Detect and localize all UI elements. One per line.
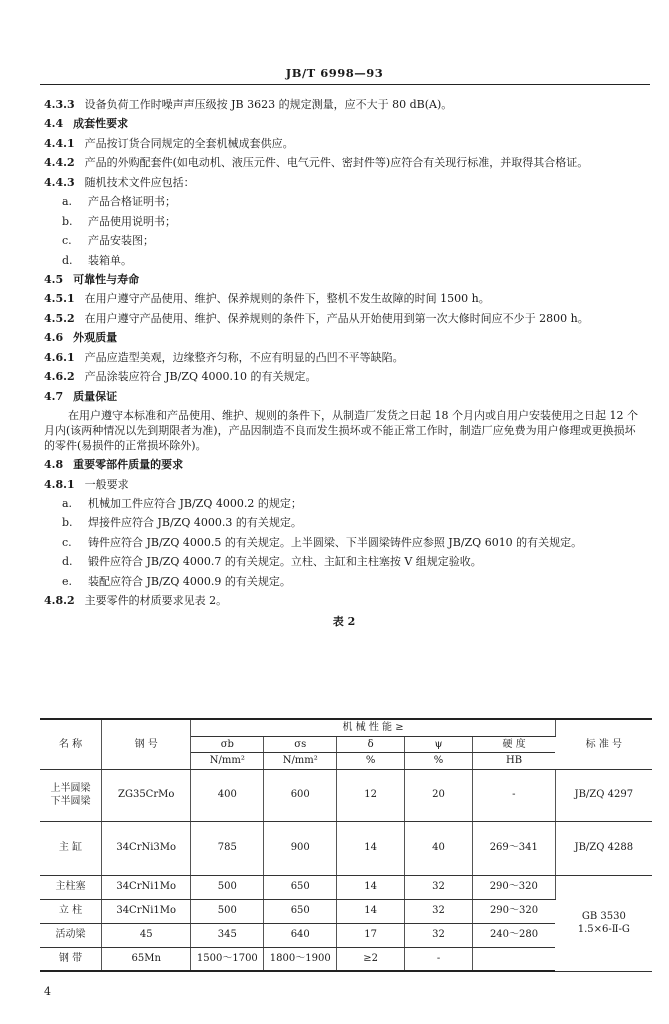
section-text: 可靠性与寿命: [73, 272, 140, 286]
unit-hardness: HB: [472, 753, 555, 770]
section-heading: [44, 331, 644, 346]
section-text: 产品的外购配套件(如电动机、液压元件、电气元件、密封件等)应符合有关现行标准，并取得其合格证。: [84, 156, 589, 170]
section-text: 产品按订货合同规定的全套机械成套供应。: [84, 136, 294, 150]
cell-phi: 32: [405, 923, 473, 947]
section-text: 焊接件应符合 JB/ZQ 4000.3 的有关规定。: [88, 516, 302, 530]
section-number: 4.4: [44, 117, 64, 131]
page-header: JB/T 6998—93: [285, 66, 384, 80]
section-text: 装箱单。: [88, 253, 132, 267]
cell-name: [40, 769, 101, 821]
cell-hardness: [472, 947, 555, 971]
cell-phi: -: [405, 947, 473, 971]
section-text: 主要零件的材质要求见表 2。: [84, 594, 228, 608]
cell-sigma-s: 650: [264, 899, 337, 923]
cell-sigma-b: 400: [191, 769, 264, 821]
cell-steel: 65Mn: [101, 947, 190, 971]
cell-sigma-b: 500: [191, 899, 264, 923]
header-steel: 钢 号: [101, 719, 190, 769]
paragraph: [44, 478, 644, 493]
section-text: 机械加工件应符合 JB/ZQ 4000.2 的规定；: [88, 497, 302, 510]
cell-phi: 32: [405, 899, 473, 923]
table-row: [40, 769, 652, 821]
paragraph: [44, 137, 644, 152]
cell-steel: 34CrNi3Mo: [101, 821, 190, 875]
cell-sigma-s: 600: [264, 769, 337, 821]
paragraph: [44, 312, 644, 327]
header-sigma-b: σb: [191, 736, 264, 753]
section-number: 4.5.2: [44, 311, 75, 325]
section-number: c.: [62, 234, 72, 248]
cell-delta: 12: [337, 769, 405, 821]
list-item: [44, 497, 644, 512]
section-number: 4.8: [44, 458, 64, 472]
paragraph: [44, 156, 644, 171]
list-item: [44, 195, 644, 210]
list-item: [44, 516, 644, 531]
section-number: a.: [62, 497, 73, 510]
section-number: 4.8.1: [44, 477, 75, 491]
list-item: [44, 254, 644, 269]
section-text: 成套性要求: [73, 117, 129, 131]
unit-sigma-s: N/mm²: [264, 753, 337, 770]
cell-name-line2: 下半圆梁: [50, 796, 91, 807]
merged-standard-line1: GB 3530: [581, 910, 626, 922]
cell-standard: JB/ZQ 4288: [555, 821, 652, 875]
paragraph: [44, 594, 644, 609]
section-heading: [44, 117, 644, 132]
paragraph: [44, 292, 644, 307]
header-name: 名 称: [40, 719, 101, 769]
section-text: 产品合格证明书；: [88, 195, 176, 209]
section-number: 4.3.3: [44, 98, 75, 111]
section-number: 4.6: [44, 331, 64, 345]
section-number: b.: [62, 214, 73, 228]
list-item: [44, 536, 644, 551]
section-text: 产品应造型美观，边缘整齐匀称，不应有明显的凸凹不平等缺陷。: [84, 350, 404, 364]
section-text: 产品使用说明书；: [88, 214, 176, 228]
section-text: 质量保证: [73, 389, 118, 403]
cell-hardness: 240～280: [472, 923, 555, 947]
unit-phi: %: [405, 753, 473, 770]
header-phi: ψ: [405, 736, 473, 753]
list-item: [44, 234, 644, 249]
header-standard: 标 准 号: [555, 719, 652, 769]
cell-delta: 14: [337, 875, 405, 899]
cell-sigma-s: 650: [264, 875, 337, 899]
header-rule: [40, 84, 650, 85]
cell-steel: ZG35CrMo: [101, 769, 190, 821]
header-hardness: 硬 度: [472, 736, 555, 753]
cell-hardness: -: [472, 769, 555, 821]
cell-name: 立 柱: [40, 899, 101, 923]
cell-steel: 34CrNi1Mo: [101, 875, 190, 899]
paragraph: [44, 176, 644, 191]
unit-sigma-b: N/mm²: [191, 753, 264, 770]
material-table: [40, 718, 652, 972]
section-number: 4.6.1: [44, 350, 75, 364]
header-sigma-s: σs: [264, 736, 337, 753]
table-row: [40, 821, 652, 875]
page-number: 4: [44, 985, 51, 998]
section-number: 4.4.1: [44, 136, 75, 150]
merged-standard-line2: 1.5×6-Ⅱ-G: [577, 924, 630, 935]
paragraph: [44, 351, 644, 366]
section-number: e.: [62, 574, 73, 588]
section-text: 一般要求: [84, 477, 129, 491]
cell-delta: ≥2: [337, 947, 405, 971]
section-heading: [44, 273, 644, 288]
cell-hardness: 290～320: [472, 875, 555, 899]
section-text: 锻件应符合 JB/ZQ 4000.7 的有关规定。立柱、主缸和主柱塞按 V 组规定验收。: [88, 555, 482, 569]
document-body: [44, 98, 644, 634]
cell-sigma-b: 345: [191, 923, 264, 947]
table-caption: 表 2: [332, 615, 356, 629]
cell-hardness: 269～341: [472, 821, 555, 875]
list-item: [44, 555, 644, 570]
cell-name-line1: 上半圆梁: [50, 782, 91, 794]
section-text: 设备负荷工作时噪声声压级按 JB 3623 的规定测量，应不大于 80 dB(A)。: [84, 98, 453, 111]
cell-phi: 40: [405, 821, 473, 875]
cell-delta: 17: [337, 923, 405, 947]
cell-sigma-s: 900: [264, 821, 337, 875]
section-text: 产品安装图；: [88, 234, 154, 248]
cell-steel: 45: [101, 923, 190, 947]
section-number: d.: [62, 253, 73, 267]
section-number: 4.4.2: [44, 156, 75, 170]
header-delta: δ: [337, 736, 405, 753]
cell-sigma-s: 640: [264, 923, 337, 947]
section-number: d.: [62, 555, 73, 569]
cell-standard: JB/ZQ 4297: [555, 769, 652, 821]
cell-phi: 20: [405, 769, 473, 821]
cell-standard-merged: [555, 875, 652, 971]
section-text: 随机技术文件应包括：: [84, 175, 195, 189]
cell-phi: 32: [405, 875, 473, 899]
cell-delta: 14: [337, 821, 405, 875]
section-text: 在用户遵守本标准和产品使用、维护、规则的条件下，从制造厂发货之日起 18 个月内或自用户安装使用之日起 12 个月内(该两种情况以先到期限者为准)，产品因制造不良而发生损坏或不能正常工作时，制造厂应免费为用户修理或更换损坏的零件(易损件的正常损坏除外)。: [44, 409, 638, 452]
cell-name: 活动梁: [40, 923, 101, 947]
unit-delta: %: [337, 753, 405, 770]
paragraph: [44, 409, 644, 454]
cell-name: 主 缸: [40, 821, 101, 875]
section-text: 重要零部件质量的要求: [73, 458, 184, 472]
section-number: 4.6.2: [44, 370, 75, 384]
cell-sigma-b: 785: [191, 821, 264, 875]
section-text: 外观质量: [73, 331, 118, 345]
section-number: 4.8.2: [44, 594, 75, 608]
paragraph: [44, 370, 644, 385]
cell-name: 钢 带: [40, 947, 101, 971]
section-number: 4.7: [44, 389, 64, 403]
section-number: 4.5: [44, 272, 64, 286]
section-heading: [44, 390, 644, 405]
cell-delta: 14: [337, 899, 405, 923]
cell-name: 主柱塞: [40, 875, 101, 899]
list-item: [44, 575, 644, 590]
cell-hardness: 290～320: [472, 899, 555, 923]
section-number: b.: [62, 516, 73, 530]
section-text: 在用户遵守产品使用、维护、保养规则的条件下，整机不发生故障的时间 1500 h。: [84, 292, 490, 306]
table-row: [40, 875, 652, 899]
cell-steel: 34CrNi1Mo: [101, 899, 190, 923]
paragraph: [44, 98, 644, 113]
section-text: 产品涂装应符合 JB/ZQ 4000.10 的有关规定。: [84, 370, 317, 384]
header-mech: 机 械 性 能 ≥: [191, 719, 555, 736]
section-text: 在用户遵守产品使用、维护、保养规则的条件下，产品从开始使用到第一次大修时间应不少于 2800 h。: [84, 311, 589, 325]
section-text: 装配应符合 JB/ZQ 4000.9 的有关规定。: [88, 574, 291, 588]
list-item: [44, 215, 644, 230]
section-number: c.: [62, 535, 72, 549]
cell-sigma-b: 500: [191, 875, 264, 899]
cell-sigma-s: 1800～1900: [264, 947, 337, 971]
section-number: a.: [62, 195, 73, 209]
section-heading: [44, 458, 644, 473]
section-number: 4.5.1: [44, 292, 75, 306]
section-text: 铸件应符合 JB/ZQ 4000.5 的有关规定。上半圆梁、下半圆梁铸件应参照 JB/ZQ 6010 的有关规定。: [88, 535, 583, 549]
section-number: 4.4.3: [44, 175, 75, 189]
cell-sigma-b: 1500～1700: [191, 947, 264, 971]
